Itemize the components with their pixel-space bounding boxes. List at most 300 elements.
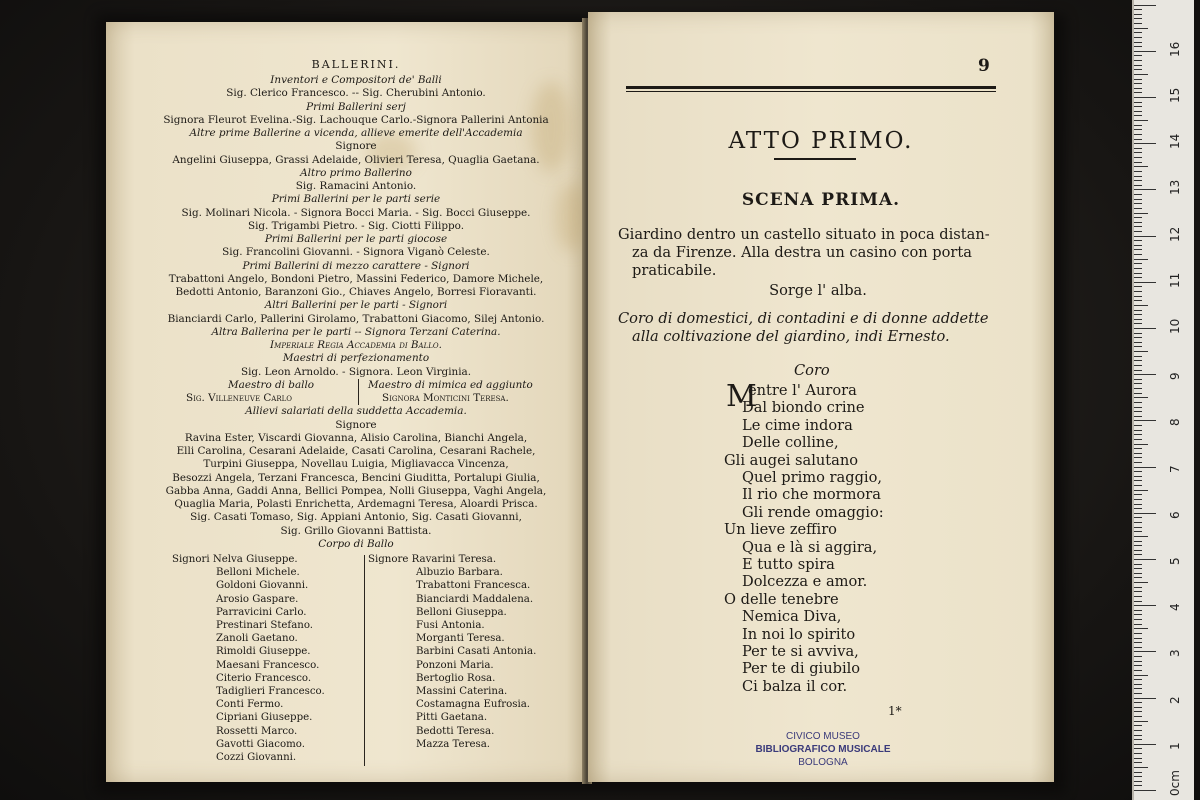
left-page-text bbox=[106, 22, 586, 782]
poem-line: In noi lo spirito bbox=[742, 625, 856, 643]
ruler-tick bbox=[1134, 684, 1142, 685]
ruler-tick bbox=[1134, 333, 1142, 334]
ruler-tick bbox=[1134, 638, 1142, 639]
dancer-name: Bertoglio Rosa. bbox=[416, 672, 496, 684]
signature-mark: 1* bbox=[888, 704, 902, 718]
ruler-tick bbox=[1134, 490, 1148, 491]
ruler-tick bbox=[1134, 513, 1156, 514]
ruler-tick bbox=[1134, 559, 1156, 560]
cast-line: Primi Ballerini per le parti serie bbox=[271, 193, 441, 206]
cast-line: Sig. Francolini Giovanni. - Signora Viganò Celeste. bbox=[222, 246, 490, 259]
ruler-tick bbox=[1134, 254, 1142, 255]
poem-line: Un lieve zeffiro bbox=[724, 521, 837, 539]
ruler-tick bbox=[1134, 420, 1156, 421]
ruler-tick bbox=[1134, 231, 1142, 232]
cast-line: Primi Ballerini di mezzo carattere - Signori bbox=[242, 259, 470, 272]
dancer-name: Albuzio Barbara. bbox=[416, 567, 503, 579]
poem-line: Dolcezza e amor. bbox=[742, 573, 868, 591]
dancer-name: Cipriani Giuseppe. bbox=[216, 712, 313, 724]
ruler-tick bbox=[1134, 213, 1148, 214]
cast-line: Signore bbox=[335, 140, 377, 153]
ruler-number: 10 bbox=[1168, 318, 1182, 334]
ruler-tick bbox=[1134, 614, 1142, 615]
ruler-tick bbox=[1134, 120, 1148, 121]
ruler-tick bbox=[1134, 286, 1142, 287]
poem-line: Il rio che mormora bbox=[742, 486, 881, 504]
ruler-tick bbox=[1134, 393, 1142, 394]
ruler-tick bbox=[1134, 656, 1142, 657]
dancer-name: Belloni Michele. bbox=[216, 567, 300, 579]
ruler-tick bbox=[1134, 444, 1148, 445]
ruler-tick bbox=[1134, 217, 1142, 218]
ruler-tick bbox=[1134, 51, 1156, 52]
ruler-tick bbox=[1134, 379, 1142, 380]
ruler-number: 3 bbox=[1168, 649, 1182, 658]
right-page bbox=[588, 12, 1054, 782]
ruler-tick bbox=[1134, 744, 1156, 745]
cast-line: Sig. Trigambi Pietro. - Sig. Ciotti Filippo. bbox=[247, 219, 465, 232]
corpo-column-men bbox=[172, 553, 325, 764]
ruler-tick bbox=[1134, 480, 1142, 481]
poem-line: Nemica Diva, bbox=[742, 608, 842, 626]
ruler-tick bbox=[1134, 157, 1142, 158]
dancer-name: Tadiglieri Francesco. bbox=[216, 686, 325, 698]
ruler-tick bbox=[1134, 346, 1142, 347]
teacher-role: Maestro di ballo bbox=[228, 378, 315, 391]
ruler-tick bbox=[1134, 402, 1142, 403]
dancer-name: Massini Caterina. bbox=[416, 686, 508, 698]
ruler-tick bbox=[1134, 166, 1148, 167]
ruler-tick bbox=[1134, 139, 1142, 140]
ruler-tick bbox=[1134, 605, 1156, 606]
ruler-tick bbox=[1134, 236, 1156, 237]
ruler-tick bbox=[1134, 92, 1142, 93]
coro-label: Coro bbox=[794, 362, 830, 379]
cast-line: Sig. Clerico Francesco. -- Sig. Cherubini Antonio. bbox=[226, 87, 486, 100]
ruler-tick bbox=[1134, 758, 1142, 759]
title-rule bbox=[774, 158, 856, 160]
scene-title: SCENA PRIMA. bbox=[741, 190, 901, 210]
ruler-tick bbox=[1134, 351, 1148, 352]
ruler-tick bbox=[1134, 37, 1142, 38]
drop-cap: M bbox=[726, 379, 757, 414]
dancer-name: Bianciardi Maddalena. bbox=[416, 593, 534, 605]
dancer-name: Rimoldi Giuseppe. bbox=[216, 646, 311, 658]
cast-line: Turpini Giuseppa, Novellau Luigia, Migliavacca Vincenza, bbox=[203, 458, 509, 471]
ruler-tick bbox=[1134, 97, 1156, 98]
ruler-tick bbox=[1134, 102, 1142, 103]
ruler-tick bbox=[1134, 245, 1142, 246]
ruler-tick bbox=[1134, 397, 1148, 398]
ruler-tick bbox=[1134, 240, 1142, 241]
ruler-tick bbox=[1134, 762, 1142, 763]
ruler-tick bbox=[1134, 591, 1142, 592]
measurement-ruler bbox=[1132, 0, 1194, 800]
ruler-tick bbox=[1134, 698, 1156, 699]
ruler-tick bbox=[1134, 282, 1156, 283]
ruler-number: 16 bbox=[1168, 41, 1182, 57]
ruler-tick bbox=[1134, 203, 1142, 204]
dancer-name: Parravicini Carlo. bbox=[216, 606, 307, 618]
ruler-tick bbox=[1134, 222, 1142, 223]
cast-line: Gabba Anna, Gaddi Anna, Bellici Pompea, Nolli Giuseppa, Vaghi Angela, bbox=[165, 484, 547, 497]
cast-line: Quaglia Maria, Polasti Enrichetta, Ardemagni Teresa, Aloardi Prisca. bbox=[174, 498, 538, 510]
cast-line: Imperiale Regia Accademia di Ballo. bbox=[270, 339, 442, 351]
poem-line: Gli rende omaggio: bbox=[742, 503, 884, 521]
dancer-name: Zanoli Gaetano. bbox=[216, 633, 298, 645]
ruler-tick bbox=[1134, 263, 1142, 264]
ruler-tick bbox=[1134, 730, 1142, 731]
ruler-tick bbox=[1134, 739, 1142, 740]
ruler-tick bbox=[1134, 5, 1156, 6]
ruler-tick bbox=[1134, 430, 1142, 431]
column-divider bbox=[358, 379, 359, 406]
ruler-tick bbox=[1134, 259, 1148, 260]
ruler-tick bbox=[1134, 407, 1142, 408]
ruler-tick bbox=[1134, 462, 1142, 463]
cast-line: Maestri di perfezionamento bbox=[282, 352, 430, 365]
ruler-tick bbox=[1134, 693, 1142, 694]
poem-line: O delle tenebre bbox=[724, 590, 839, 608]
ruler-tick bbox=[1134, 550, 1142, 551]
ruler-number: 12 bbox=[1168, 226, 1182, 242]
cast-line: Sig. Ramacini Antonio. bbox=[295, 180, 417, 192]
ruler-tick bbox=[1134, 504, 1142, 505]
ruler-tick bbox=[1134, 83, 1142, 84]
library-stamp bbox=[748, 730, 898, 769]
dancer-name: Belloni Giuseppa. bbox=[416, 606, 507, 618]
ruler-tick bbox=[1134, 457, 1142, 458]
ruler-tick bbox=[1134, 527, 1142, 528]
ruler-tick bbox=[1134, 314, 1142, 315]
ruler-tick bbox=[1134, 564, 1142, 565]
ruler-tick bbox=[1134, 628, 1148, 629]
ruler-number: 13 bbox=[1168, 180, 1182, 196]
ruler-tick bbox=[1134, 273, 1142, 274]
ruler-tick bbox=[1134, 610, 1142, 611]
teacher-role: Maestro di mimica ed aggiunto bbox=[368, 378, 533, 391]
ruler-tick bbox=[1134, 439, 1142, 440]
ruler-tick bbox=[1134, 125, 1142, 126]
dancer-name: Signori Nelva Giuseppe. bbox=[172, 554, 298, 565]
ruler-tick bbox=[1134, 633, 1142, 634]
ruler-tick bbox=[1134, 679, 1142, 680]
corpo-column-women bbox=[368, 553, 536, 751]
ruler-tick bbox=[1134, 74, 1148, 75]
ruler-tick bbox=[1134, 434, 1142, 435]
ruler-tick bbox=[1134, 467, 1156, 468]
poem-line: Qua e là si aggira, bbox=[742, 538, 878, 556]
chorus-line: Coro di domestici, di contadini e di donne addette bbox=[618, 310, 989, 327]
cast-line: Altro primo Ballerino bbox=[300, 166, 412, 179]
ruler-tick bbox=[1134, 249, 1142, 250]
ruler-tick bbox=[1134, 88, 1142, 89]
ruler-tick bbox=[1134, 776, 1142, 777]
ruler-tick bbox=[1134, 471, 1142, 472]
poem-line: Le cime indora bbox=[742, 416, 853, 434]
dancer-name: Gavotti Giacomo. bbox=[216, 738, 305, 750]
poem-line: Quel primo raggio, bbox=[742, 469, 883, 486]
ruler-tick bbox=[1134, 305, 1148, 306]
poem-line: entre l' Aurora bbox=[748, 382, 857, 399]
ruler-tick bbox=[1134, 342, 1142, 343]
ruler-tick bbox=[1134, 670, 1142, 671]
dancer-name: Barbini Casati Antonia. bbox=[416, 646, 537, 658]
stage-direction: Sorge l' alba. bbox=[769, 282, 867, 299]
ruler-tick bbox=[1134, 531, 1142, 532]
dancer-name: Conti Fermo. bbox=[216, 699, 284, 711]
cast-line: Sig. Leon Arnoldo. - Signora. Leon Virginia. bbox=[240, 365, 472, 378]
stamp-line: BIBLIOGRAFICO MUSICALE bbox=[755, 744, 891, 755]
ruler-number: 1 bbox=[1168, 742, 1182, 750]
ruler-tick bbox=[1134, 291, 1142, 292]
cast-line: Sig. Grillo Giovanni Battista. bbox=[280, 524, 432, 537]
ruler-tick bbox=[1134, 545, 1142, 546]
ruler-tick bbox=[1134, 577, 1142, 578]
ruler-tick bbox=[1134, 642, 1142, 643]
dancer-name: Citerio Francesco. bbox=[216, 672, 312, 684]
left-page bbox=[106, 22, 586, 782]
dancer-name: Maesani Francesco. bbox=[216, 659, 320, 671]
ruler-tick bbox=[1134, 647, 1142, 648]
cast-line: Elli Carolina, Cesarani Adelaide, Casati Carolina, Cesarani Rachele, bbox=[176, 445, 536, 457]
ruler-tick bbox=[1134, 28, 1148, 29]
cast-line: Altra Ballerina per le parti -- Signora Terzani Caterina. bbox=[211, 325, 501, 338]
ruler-tick bbox=[1134, 665, 1142, 666]
page-number: 9 bbox=[978, 56, 990, 76]
ruler-number: 0cm bbox=[1168, 770, 1182, 796]
ruler-tick bbox=[1134, 388, 1142, 389]
cast-line: Besozzi Angela, Terzani Francesca, Bencini Giuditta, Portalupi Giulia, bbox=[172, 471, 540, 484]
dancer-name: Rossetti Marco. bbox=[216, 725, 298, 737]
teacher-name: Signora Monticini Teresa. bbox=[382, 392, 509, 404]
ruler-tick bbox=[1134, 268, 1142, 269]
ruler-tick bbox=[1134, 448, 1142, 449]
header-rule-thick bbox=[626, 86, 996, 89]
ruler-tick bbox=[1134, 573, 1142, 574]
ruler-tick bbox=[1134, 499, 1142, 500]
ruler-number: 2 bbox=[1168, 695, 1182, 704]
ruler-tick bbox=[1134, 735, 1142, 736]
ruler-tick bbox=[1134, 323, 1142, 324]
header-rule-thin bbox=[626, 91, 996, 92]
ruler-tick bbox=[1134, 69, 1142, 70]
ruler-tick bbox=[1134, 596, 1142, 597]
cast-line: Corpo di Ballo bbox=[318, 537, 394, 550]
ruler-tick bbox=[1134, 277, 1142, 278]
ruler-tick bbox=[1134, 296, 1142, 297]
ruler-tick bbox=[1134, 162, 1142, 163]
chorus-description bbox=[618, 310, 1018, 346]
chorus-line: alla coltivazione del giardino, indi Ernesto. bbox=[632, 328, 950, 345]
ruler-tick bbox=[1134, 185, 1142, 186]
ruler-tick bbox=[1134, 702, 1142, 703]
dancer-name: Fusi Antonia. bbox=[416, 620, 485, 632]
dancer-name: Goldoni Giovanni. bbox=[216, 580, 309, 592]
ruler-tick bbox=[1134, 180, 1142, 181]
ruler-tick bbox=[1134, 46, 1142, 47]
ruler-tick bbox=[1134, 208, 1142, 209]
cast-line: Sig. Molinari Nicola. - Signora Bocci Maria. - Sig. Bocci Giuseppe. bbox=[181, 206, 531, 219]
ruler-tick bbox=[1134, 356, 1142, 357]
poem-line: Ci balza il cor. bbox=[742, 677, 848, 695]
ruler-tick bbox=[1134, 32, 1142, 33]
ruler-tick bbox=[1134, 106, 1142, 107]
cast-line: Bedotti Antonio, Baranzoni Gio., Chiaves Angelo, Borresi Fioravanti. bbox=[175, 286, 537, 298]
ruler-tick bbox=[1134, 383, 1142, 384]
ruler-tick bbox=[1134, 152, 1142, 153]
ruler-tick bbox=[1134, 476, 1142, 477]
ruler-tick bbox=[1134, 199, 1142, 200]
ruler-tick bbox=[1134, 171, 1142, 172]
ruler-tick bbox=[1134, 716, 1142, 717]
ruler-tick bbox=[1134, 767, 1148, 768]
cast-line: Primi Ballerini per le parti giocose bbox=[264, 233, 448, 245]
ruler-tick bbox=[1134, 194, 1142, 195]
ruler-tick bbox=[1134, 587, 1142, 588]
ruler-number: 5 bbox=[1168, 557, 1182, 565]
ruler-tick bbox=[1134, 721, 1148, 722]
ruler-number: 9 bbox=[1168, 372, 1182, 381]
ruler-tick bbox=[1134, 725, 1142, 726]
ruler-number: 6 bbox=[1168, 511, 1182, 519]
ruler-tick bbox=[1134, 189, 1156, 190]
ruler-tick bbox=[1134, 508, 1142, 509]
ruler-tick bbox=[1134, 554, 1142, 555]
cast-line: Altri Ballerini per le parti - Signori bbox=[264, 299, 448, 312]
dancer-name: Bedotti Teresa. bbox=[416, 725, 495, 737]
ruler-tick bbox=[1134, 494, 1142, 495]
ruler-tick bbox=[1134, 115, 1142, 116]
dancer-name: Mazza Teresa. bbox=[416, 738, 491, 750]
ruler-tick bbox=[1134, 536, 1148, 537]
cast-line: Angelini Giuseppa, Grassi Adelaide, Olivieri Teresa, Quaglia Gaetana. bbox=[172, 153, 540, 166]
ruler-tick bbox=[1134, 374, 1156, 375]
ruler-tick bbox=[1134, 790, 1156, 791]
ruler-tick bbox=[1134, 781, 1142, 782]
setting-line: za da Firenze. Alla destra un casino con porta bbox=[632, 244, 972, 261]
setting-line: Giardino dentro un castello situato in poca distan- bbox=[618, 226, 990, 243]
ruler-number: 4 bbox=[1168, 603, 1182, 612]
ruler-number: 15 bbox=[1168, 87, 1182, 103]
ruler-tick bbox=[1134, 541, 1142, 542]
cast-line: Allievi salariati della suddetta Accademia. bbox=[245, 405, 467, 418]
cast-line: Sig. Casati Tomaso, Sig. Appiani Antonio, Sig. Casati Giovanni, bbox=[190, 511, 522, 524]
ruler-tick bbox=[1134, 688, 1142, 689]
ruler-tick bbox=[1134, 300, 1142, 301]
ruler-tick bbox=[1134, 111, 1142, 112]
cast-line: Primi Ballerini serj bbox=[306, 100, 406, 113]
ruler-tick bbox=[1134, 661, 1142, 662]
ruler-tick bbox=[1134, 310, 1142, 311]
setting-line: praticabile. bbox=[632, 262, 717, 279]
ruler-tick bbox=[1134, 485, 1142, 486]
ruler-tick bbox=[1134, 651, 1156, 652]
ruler-tick bbox=[1134, 134, 1142, 135]
ruler-tick bbox=[1134, 517, 1142, 518]
dancer-name: Signore Ravarini Teresa. bbox=[368, 554, 497, 565]
poem-line: Delle colline, bbox=[742, 434, 839, 452]
ruler-tick bbox=[1134, 707, 1142, 708]
ruler-tick bbox=[1134, 319, 1142, 320]
ruler-tick bbox=[1134, 65, 1142, 66]
dancer-name: Trabattoni Francesca. bbox=[416, 580, 531, 592]
stamp-line: CIVICO MUSEO bbox=[786, 731, 860, 742]
poem-line: E tutto spira bbox=[742, 556, 835, 573]
cast-line: Trabattoni Angelo, Bondoni Pietro, Massini Federico, Damore Michele, bbox=[168, 272, 544, 285]
ruler-number: 11 bbox=[1168, 272, 1182, 288]
cast-line: Altre prime Ballerine a vicenda, allieve emerite dell'Accademia bbox=[189, 127, 523, 139]
ruler-tick bbox=[1134, 772, 1142, 773]
dancer-name: Pitti Gaetana. bbox=[416, 712, 488, 724]
ruler-tick bbox=[1134, 601, 1142, 602]
ruler-tick bbox=[1134, 337, 1142, 338]
ruler-tick bbox=[1134, 328, 1156, 329]
dancer-name: Ponzoni Maria. bbox=[416, 659, 494, 671]
cast-line: Signora Fleurot Evelina.-Sig. Lachouque Carlo.-Signora Pallerini Antonia bbox=[163, 113, 549, 126]
dancer-name: Prestinari Stefano. bbox=[216, 620, 314, 632]
ruler-tick bbox=[1134, 411, 1142, 412]
cast-line: Signore bbox=[335, 418, 377, 431]
ruler-number: 7 bbox=[1168, 464, 1182, 473]
ruler-tick bbox=[1134, 42, 1142, 43]
ruler-tick bbox=[1134, 79, 1142, 80]
left-page-header: BALLERINI. bbox=[311, 58, 401, 71]
ruler-tick bbox=[1134, 14, 1142, 15]
dancer-name: Cozzi Giovanni. bbox=[216, 752, 297, 764]
poem-line: Dal biondo crine bbox=[742, 399, 865, 417]
ruler-tick bbox=[1134, 522, 1142, 523]
ruler-tick bbox=[1134, 711, 1142, 712]
ruler-tick bbox=[1134, 675, 1148, 676]
ruler-tick bbox=[1134, 582, 1148, 583]
dancer-name: Arosio Gaspare. bbox=[216, 593, 299, 605]
cast-line: Bianciardi Carlo, Pallerini Girolamo, Trabattoni Giacomo, Silej Antonio. bbox=[167, 312, 545, 325]
ruler-tick bbox=[1134, 18, 1142, 19]
ruler-tick bbox=[1134, 60, 1142, 61]
cast-line: Inventori e Compositori de' Balli bbox=[270, 74, 442, 86]
poem-line: Per te si avviva, bbox=[742, 643, 859, 660]
ruler-tick bbox=[1134, 568, 1142, 569]
ruler-tick bbox=[1134, 624, 1142, 625]
ruler-tick bbox=[1134, 9, 1142, 10]
ruler-tick bbox=[1134, 425, 1142, 426]
dancer-name: Costamagna Eufrosia. bbox=[416, 699, 531, 711]
ruler-tick bbox=[1134, 226, 1142, 227]
stamp-line: BOLOGNA bbox=[798, 757, 848, 768]
poem-line: Gli augei salutano bbox=[724, 451, 859, 469]
ruler-tick bbox=[1134, 753, 1142, 754]
ruler-tick bbox=[1134, 416, 1142, 417]
ruler-tick bbox=[1134, 453, 1142, 454]
ruler-tick bbox=[1134, 619, 1142, 620]
dancer-name: Morganti Teresa. bbox=[416, 633, 505, 645]
poem-line: Per te di giubilo bbox=[742, 660, 861, 678]
cast-line: Ravina Ester, Viscardi Giovanna, Alisio Carolina, Bianchi Angela, bbox=[184, 431, 528, 444]
ruler-tick bbox=[1134, 360, 1142, 361]
split-teachers-block bbox=[106, 379, 586, 406]
ruler-tick bbox=[1134, 785, 1142, 786]
ruler-tick bbox=[1134, 55, 1142, 56]
ruler-tick bbox=[1134, 148, 1142, 149]
column-divider bbox=[364, 555, 365, 766]
ruler-number: 14 bbox=[1168, 133, 1182, 150]
ruler-tick bbox=[1134, 23, 1142, 24]
ruler-tick bbox=[1134, 176, 1142, 177]
teacher-name: Sig. Villeneuve Carlo bbox=[186, 392, 293, 404]
ruler-tick bbox=[1134, 143, 1156, 144]
ruler-tick bbox=[1134, 129, 1142, 130]
